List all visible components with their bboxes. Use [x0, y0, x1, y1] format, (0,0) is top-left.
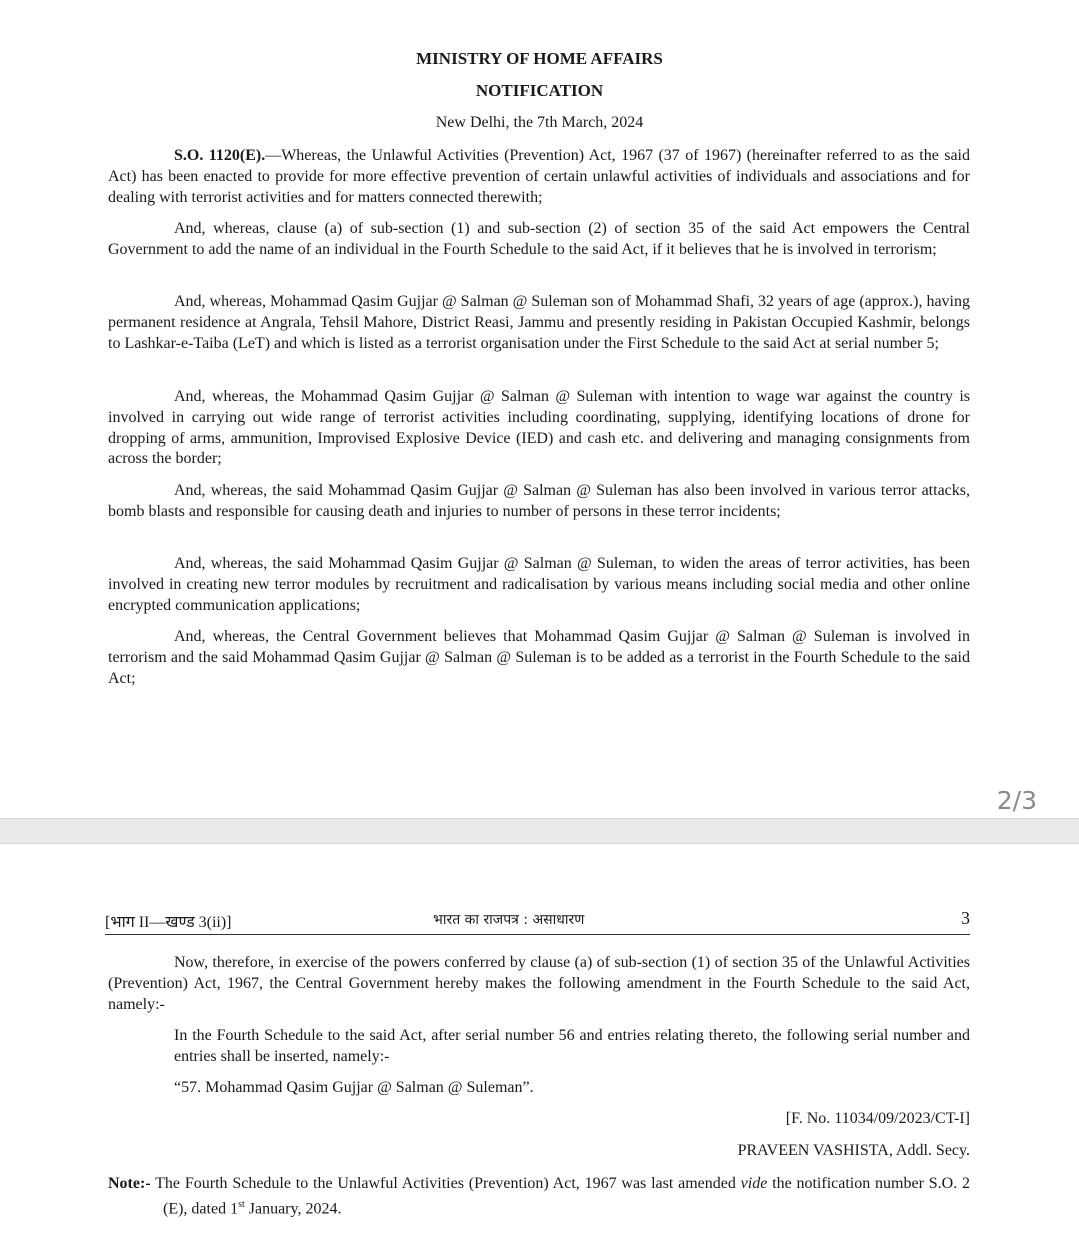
page-separator [0, 818, 1079, 844]
file-number: [F. No. 11034/09/2023/CT-I] [785, 1110, 970, 1127]
footnote [108, 1174, 970, 1220]
paragraph-attacks: And, whereas, the said Mohammad Qasim Gujjar @ Salman @ Suleman has also been involved in various terror attacks, bomb blasts and responsible for causing death and injuries to number of persons in these terror incidents; [108, 482, 970, 520]
paragraph-preamble [108, 146, 970, 208]
note-text-1: The Fourth Schedule to the Unlawful Activities (Prevention) Act, 1967 was last amended [150, 1175, 741, 1192]
paragraph-identity: And, whereas, Mohammad Qasim Gujjar @ Salman @ Suleman son of Mohammad Shafi, 32 years of age (approx.), having permanent residence at Angrala, Tehsil Mahore, District Reasi, Jammu and presently residing in Pakistan Occupied Kashmir, belongs to Lashkar-e-Taiba (LeT) and which is listed as a terrorist organisation under the First Schedule to the said Act at serial number 5; [108, 293, 970, 352]
notification-heading: NOTIFICATION [475, 81, 604, 100]
paragraph-amendment: In the Fourth Schedule to the said Act, after serial number 56 and entries relating thereto, the following serial number and entries shall be inserted, namely:- [174, 1027, 970, 1065]
note-vide: vide [740, 1175, 768, 1192]
paragraph-clause-power: And, whereas, clause (a) of sub-section (1) and sub-section (2) of section 35 of the said Act empowers the Central Government to add the name of an individual in the Fourth Schedule to the said Act, if it believes that he is involved in terrorism; [108, 220, 970, 258]
header-part-section: [भाग II—खण्ड 3(ii)] [105, 914, 232, 931]
schedule-entry: “57. Mohammad Qasim Gujjar @ Salman @ Suleman”. [174, 1079, 534, 1096]
paragraph-preamble-text: —Whereas, the Unlawful Activities (Prevention) Act, 1967 (37 of 1967) (hereinafter referred to as the said Act) has been enacted to provide for more effective prevention of certain unlawful activities of individuals and associations and for dealing with terrorist activities and for matters connected therewith; [108, 147, 971, 206]
signatory: PRAVEEN VASHISTA, Addl. Secy. [737, 1142, 970, 1159]
header-page-number: 3 [961, 908, 970, 928]
paragraph-modules: And, whereas, the said Mohammad Qasim Gujjar @ Salman @ Suleman, to widen the areas of terror activities, has been involved in creating new terror modules by recruitment and radicalisation by various means including social media and other online encrypted communication applications; [108, 555, 970, 614]
note-text-3: January, 2024. [244, 1200, 342, 1218]
paragraph-activities: And, whereas, the Mohammad Qasim Gujjar @ Salman @ Suleman with intention to wage war against the country is involved in carrying out wide range of terrorist activities including coordinating, supplying, identifying locations of drone for dropping of arms, ammunition, Improvised Explosive Device (IED) and cash etc. and delivering and managing consignments from across the border; [108, 388, 970, 468]
note-label: Note:- [108, 1175, 151, 1192]
note-text-2: the notification number S.O. 2 (E), dated 1 [163, 1175, 971, 1218]
header-gazette-title: भारत का राजपत्र : असाधारण [433, 912, 585, 928]
ministry-heading: MINISTRY OF HOME AFFAIRS [416, 49, 663, 68]
paragraph-operative: Now, therefore, in exercise of the powers conferred by clause (a) of sub-section (1) of section 35 of the Unlawful Activities (Prevention) Act, 1967, the Central Government hereby makes the following amendment in the Fourth Schedule to the said Act, namely:- [108, 954, 970, 1013]
paragraph-belief: And, whereas, the Central Government believes that Mohammad Qasim Gujjar @ Salman @ Suleman is involved in terrorism and the said Mohammad Qasim Gujjar @ Salman @ Suleman is to be added as a terrorist in the Fourth Schedule to the said Act; [108, 628, 970, 687]
note-superscript: st [238, 1198, 245, 1210]
so-number: S.O. 1120(E). [174, 147, 266, 164]
gazette-page-header [105, 908, 970, 935]
page-indicator: 2/3 [996, 786, 1037, 815]
dateline: New Delhi, the 7th March, 2024 [435, 114, 644, 131]
